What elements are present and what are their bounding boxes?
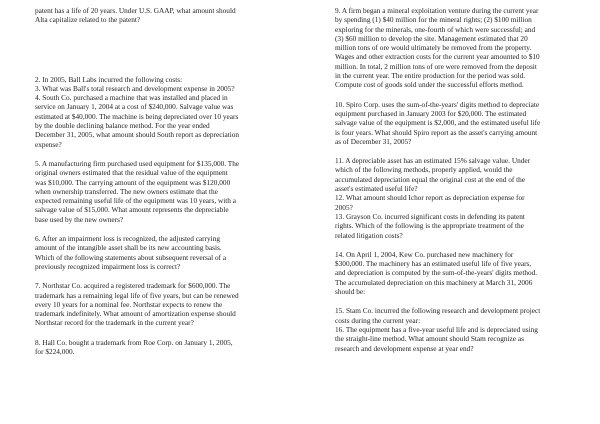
right-column (335, 6, 575, 353)
question-6: 6. After an impairment loss is recognized, the adjusted carrying amount of the intangible asset shall be its new accounting basis. Which of the following statements about subsequent reversal of a previously recognized impairment loss is correct? (35, 234, 227, 271)
question-16: 16. The equipment has a five-year useful life and is depreciated using the straight-line method. What amount should Stam recognize as research and development expense at year end? (335, 324, 538, 353)
question-14: 14. On April 1, 2004, Kew Co. purchased new machinery for $300,000. The machinery has an estimated useful life of five years, and depreciation is computed by the sum-of-the-years' digits method. The accumulated depreciation on this machinery at March 31, 2006 should be: (335, 249, 538, 297)
left-column (35, 6, 278, 356)
question-15: 15. Stam Co. incurred the following research and development project costs during the current year: (335, 306, 541, 325)
question-9: 9. A firm began a mineral exploitation venture during the current year by spending (1) $40 million for the mineral rights; (2) $100 million exploring for the minerals, one-fourth of which were successful; and (3) $60 million to develop the site. Management estimated that 20 million tons of ore would ultimately be removed from the property. Wages and other extraction costs for the current year amounted to $10 million. In total, 2 million tons of ore were removed from the deposit in the current year. The entire production for the period was sold. Compute cost of goods sold under the successful efforts method. (335, 6, 540, 90)
question-1-tail: patent has a life of 20 years. Under U.S. GAAP, what amount should Alta capitalize related to the patent? (35, 6, 236, 25)
question-3: 3. What was Ball's total research and development expense in 2005? (35, 83, 235, 93)
question-11: 11. A depreciable asset has an estimated 15% salvage value. Under which of the following methods, properly applied, would the accumulated depreciation equal the original cost at the end of the asset's estimated useful life? (335, 156, 531, 194)
question-10: 10. Spiro Corp. uses the sum-of-the-years' digits method to depreciate equipment purchased in January 2003 for $20,000. The estimated salvage value of the equipment is $2,000, and the estimated useful life is four years. What should Spiro report as the asset's carrying amount as of December 31, 2005? (335, 99, 541, 146)
question-8: 8. Hall Co. bought a trademark from Roe Corp. on January 1, 2005, for $224,000. (35, 337, 233, 357)
question-12: 12. What amount should Ichor report as depreciation expense for 2005? (335, 193, 525, 212)
question-7: 7. Northstar Co. acquired a registered trademark for $600,000. The trademark has a remaining legal life of five years, but can be renewed every 10 years for a nominal fee. Northstar expects to renew the trademark indefinitely. What amount of amortization expense should Northstar record for the trademark in the current year? (35, 281, 239, 328)
question-2: 2. In 2005, Ball Labs incurred the following costs: (35, 74, 183, 84)
question-13: 13. Grayson Co. incurred significant costs in defending its patent rights. Which of the following is the appropriate treatment of the related litigation costs? (335, 211, 525, 240)
question-5: 5. A manufacturing firm purchased used equipment for $135,000. The original owners estimated that the residual value of the equipment was $10,000. The carrying amount of the equipment was $120,000 when ownership transferred. The new owners estimate that the expected remaining useful life of the equipment was 10 years, with a salvage value of $15,000. What amount represents the depreciable base used by the new owners? (35, 158, 240, 224)
question-4: 4. South Co. purchased a machine that was installed and placed in service on January 1, 2004 at a cost of $240,000. Salvage value was estimated at $40,000. The machine is being depreciated over 10 years by the double declining balance method. For the year ended December 31, 2005, what amount should South report as depreciation expense? (35, 93, 240, 149)
